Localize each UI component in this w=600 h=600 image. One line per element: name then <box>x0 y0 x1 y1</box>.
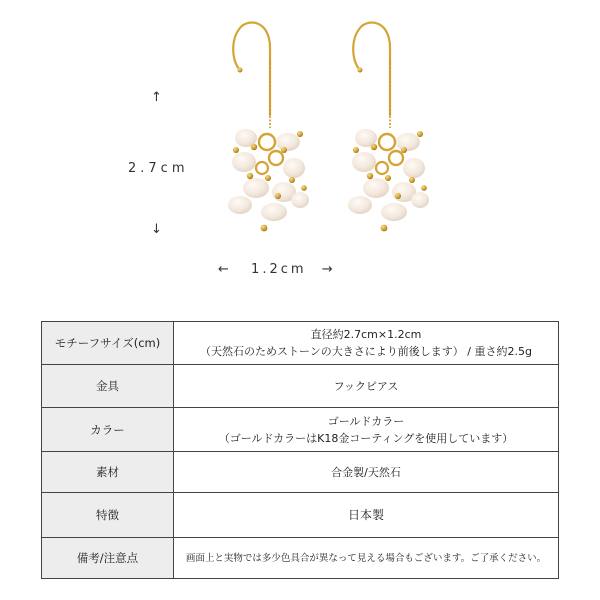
spec-row-fitting <box>42 365 559 408</box>
spec-value-line: 画面上と実物では多少色具合が異なって見える場合もございます。ご了承ください。 <box>185 552 547 564</box>
spec-row-notes <box>42 538 559 579</box>
earring-right <box>348 23 429 232</box>
width-dimension <box>218 262 336 277</box>
right-arrow: → <box>321 262 336 277</box>
spec-value-line: （ゴールドカラーはK18金コーティングを使用しています） <box>218 431 514 445</box>
spec-row-motif-size <box>42 322 559 365</box>
spec-value-line: ゴールドカラー <box>327 414 405 428</box>
earring-left <box>228 23 309 232</box>
width-dimension-label: 1.2cm <box>251 262 307 277</box>
spec-value-color <box>174 408 559 452</box>
spec-value-line: 合金製/天然石 <box>331 465 401 479</box>
spec-value-line: （天然石のためストーンの大きさにより前後します） / 重さ約2.5g <box>200 345 532 358</box>
spec-value-notes <box>174 538 559 579</box>
spec-value-fitting <box>174 365 559 408</box>
spec-label-material: 素材 <box>42 452 174 493</box>
spec-label-notes: 備考/注意点 <box>42 538 174 579</box>
down-arrow: ↓ <box>151 222 162 237</box>
left-arrow: ← <box>218 262 232 277</box>
spec-label-motif-size: モチーフサイズ(cm) <box>42 322 174 365</box>
spec-table <box>41 321 559 579</box>
spec-label-color: カラー <box>42 408 174 452</box>
up-arrow: ↑ <box>151 90 162 105</box>
spec-label-fitting: 金具 <box>42 365 174 408</box>
spec-value-material <box>174 452 559 493</box>
spec-value-feature <box>174 493 559 538</box>
spec-row-material <box>42 452 559 493</box>
spec-row-feature <box>42 493 559 538</box>
spec-value-line: 直径約2.7cm×1.2cm <box>310 328 422 341</box>
spec-value-line: フックピアス <box>333 379 399 393</box>
height-dimension-label: 2.7cm <box>128 161 189 176</box>
spec-value-line: 日本製 <box>347 507 384 522</box>
spec-label-feature: 特徴 <box>42 493 174 538</box>
spec-row-color <box>42 408 559 452</box>
spec-value-motif-size <box>174 322 559 365</box>
